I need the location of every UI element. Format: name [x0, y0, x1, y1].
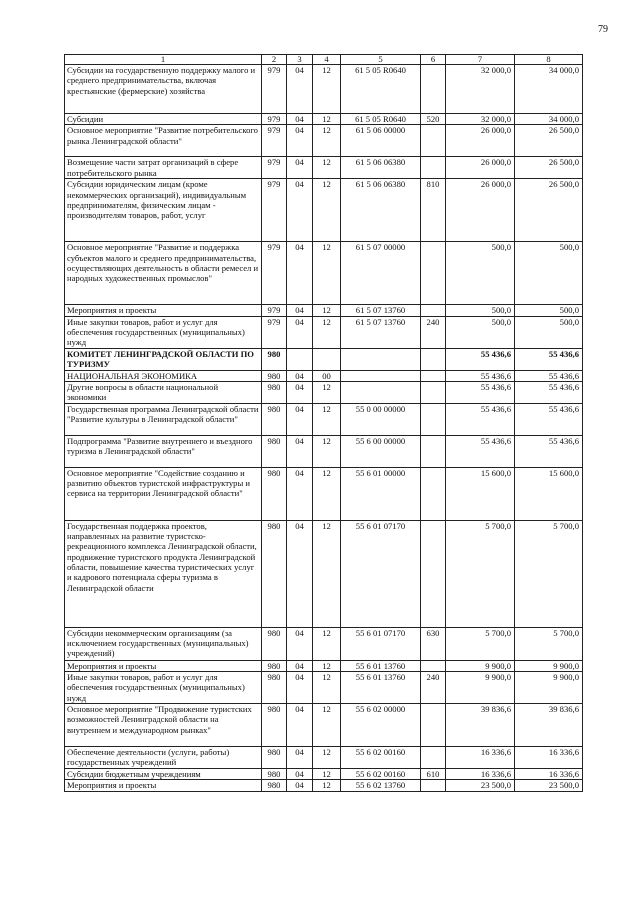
row-section-cell: 04 [287, 435, 313, 467]
row-expense-type-cell [421, 520, 446, 627]
row-subsection-cell: 12 [313, 125, 341, 157]
row-amount-year2-cell: 55 436,6 [515, 348, 583, 370]
row-name-cell: Субсидии [65, 114, 262, 125]
row-amount-year2-cell: 5 700,0 [515, 627, 583, 660]
row-amount-year2-cell: 34 000,0 [515, 65, 583, 114]
row-amount-year1-cell: 9 900,0 [446, 660, 515, 671]
row-amount-year1-cell: 5 700,0 [446, 520, 515, 627]
row-amount-year1-cell: 5 700,0 [446, 627, 515, 660]
table-row [65, 747, 583, 769]
row-subsection-cell: 12 [313, 747, 341, 769]
table-row [65, 435, 583, 467]
row-admin-code-cell: 979 [262, 125, 287, 157]
row-name-cell: Основное мероприятие "Содействие созданию и развитию объектов туристской инфраструктуры и сервиса на территории Ленинградской области" [65, 467, 262, 520]
row-subsection-cell: 12 [313, 403, 341, 435]
page-number: 79 [598, 24, 608, 35]
row-admin-code-cell: 979 [262, 242, 287, 305]
row-expense-type-cell [421, 704, 446, 747]
row-subsection-cell: 12 [313, 467, 341, 520]
row-admin-code-cell: 980 [262, 704, 287, 747]
row-admin-code-cell: 980 [262, 747, 287, 769]
row-admin-code-cell: 979 [262, 65, 287, 114]
row-name-cell: Мероприятия и проекты [65, 305, 262, 316]
row-name-cell: Иные закупки товаров, работ и услуг для обеспечения государственных (муниципальных) нужд [65, 316, 262, 348]
row-admin-code-cell: 980 [262, 435, 287, 467]
row-expense-type-cell [421, 65, 446, 114]
header-cell: 5 [341, 55, 421, 65]
row-amount-year2-cell: 55 436,6 [515, 403, 583, 435]
row-amount-year2-cell: 500,0 [515, 305, 583, 316]
table-row [65, 305, 583, 316]
row-section-cell: 04 [287, 467, 313, 520]
row-target-article-cell: 61 5 06 00000 [341, 125, 421, 157]
row-admin-code-cell: 980 [262, 348, 287, 370]
table-row [65, 179, 583, 242]
row-expense-type-cell [421, 747, 446, 769]
row-target-article-cell: 61 5 06 06380 [341, 157, 421, 179]
row-expense-type-cell [421, 381, 446, 403]
row-amount-year2-cell: 39 836,6 [515, 704, 583, 747]
row-section-cell: 04 [287, 242, 313, 305]
row-name-cell: Возмещение части затрат организаций в сфере потребительского рынка [65, 157, 262, 179]
row-amount-year1-cell: 16 336,6 [446, 747, 515, 769]
row-target-article-cell: 55 6 02 00160 [341, 769, 421, 780]
row-admin-code-cell: 979 [262, 179, 287, 242]
row-section-cell: 04 [287, 125, 313, 157]
row-name-cell: Субсидии юридическим лицам (кроме некоммерческих организаций), индивидуальным предпринимателям, физическим лицам - производителям товаров, работ, услуг [65, 179, 262, 242]
row-amount-year2-cell: 9 900,0 [515, 672, 583, 704]
row-amount-year2-cell: 26 500,0 [515, 157, 583, 179]
row-admin-code-cell: 980 [262, 780, 287, 791]
header-cell: 4 [313, 55, 341, 65]
row-amount-year2-cell: 23 500,0 [515, 780, 583, 791]
table-row [65, 348, 583, 370]
table-row [65, 780, 583, 791]
row-expense-type-cell: 610 [421, 769, 446, 780]
row-name-cell: Государственная поддержка проектов, направленных на развитие туристско-рекреационного комплекса Ленинградской области, продвижение туристского продукта Ленинградской области, повышение качества туристических услуг и кадрового потенциала сферы туризма в Ленинградской области [65, 520, 262, 627]
row-target-article-cell: 55 6 02 00160 [341, 747, 421, 769]
row-expense-type-cell: 520 [421, 114, 446, 125]
row-section-cell: 04 [287, 403, 313, 435]
table-row [65, 467, 583, 520]
row-amount-year2-cell: 9 900,0 [515, 660, 583, 671]
row-expense-type-cell: 240 [421, 672, 446, 704]
row-section-cell: 04 [287, 305, 313, 316]
row-name-cell: НАЦИОНАЛЬНАЯ ЭКОНОМИКА [65, 370, 262, 381]
row-target-article-cell: 55 6 02 00000 [341, 704, 421, 747]
row-amount-year1-cell: 500,0 [446, 242, 515, 305]
row-amount-year1-cell: 32 000,0 [446, 114, 515, 125]
table-row [65, 125, 583, 157]
header-cell: 7 [446, 55, 515, 65]
row-section-cell: 04 [287, 381, 313, 403]
row-subsection-cell: 12 [313, 704, 341, 747]
row-expense-type-cell: 810 [421, 179, 446, 242]
row-admin-code-cell: 980 [262, 467, 287, 520]
row-subsection-cell: 12 [313, 114, 341, 125]
row-section-cell: 04 [287, 316, 313, 348]
row-target-article-cell: 55 6 01 00000 [341, 467, 421, 520]
table-row [65, 627, 583, 660]
budget-table [64, 54, 583, 792]
row-amount-year2-cell: 55 436,6 [515, 381, 583, 403]
row-expense-type-cell [421, 305, 446, 316]
row-section-cell: 04 [287, 627, 313, 660]
row-admin-code-cell: 980 [262, 672, 287, 704]
row-expense-type-cell: 240 [421, 316, 446, 348]
row-name-cell: Подпрограмма "Развитие внутреннего и въездного туризма в Ленинградской области" [65, 435, 262, 467]
row-target-article-cell: 55 6 01 13760 [341, 660, 421, 671]
row-expense-type-cell [421, 660, 446, 671]
row-name-cell: Субсидии бюджетным учреждениям [65, 769, 262, 780]
table-row [65, 704, 583, 747]
row-target-article-cell: 61 5 05 R0640 [341, 65, 421, 114]
row-admin-code-cell: 980 [262, 520, 287, 627]
row-subsection-cell: 00 [313, 370, 341, 381]
row-expense-type-cell [421, 125, 446, 157]
row-amount-year1-cell: 500,0 [446, 305, 515, 316]
row-name-cell: КОМИТЕТ ЛЕНИНГРАДСКОЙ ОБЛАСТИ ПО ТУРИЗМУ [65, 348, 262, 370]
table-row [65, 242, 583, 305]
row-subsection-cell [313, 348, 341, 370]
row-amount-year2-cell: 55 436,6 [515, 370, 583, 381]
table-row [65, 660, 583, 671]
row-target-article-cell: 61 5 06 06380 [341, 179, 421, 242]
row-subsection-cell: 12 [313, 672, 341, 704]
row-subsection-cell: 12 [313, 627, 341, 660]
row-amount-year1-cell: 15 600,0 [446, 467, 515, 520]
row-admin-code-cell: 980 [262, 370, 287, 381]
table-header-row [65, 55, 583, 65]
row-target-article-cell: 61 5 05 R0640 [341, 114, 421, 125]
row-section-cell: 04 [287, 179, 313, 242]
row-amount-year1-cell: 55 436,6 [446, 370, 515, 381]
header-cell: 2 [262, 55, 287, 65]
row-section-cell: 04 [287, 520, 313, 627]
row-amount-year1-cell: 55 436,6 [446, 381, 515, 403]
table-row [65, 769, 583, 780]
row-name-cell: Мероприятия и проекты [65, 780, 262, 791]
row-subsection-cell: 12 [313, 780, 341, 791]
row-section-cell: 04 [287, 780, 313, 791]
row-amount-year1-cell: 55 436,6 [446, 435, 515, 467]
row-subsection-cell: 12 [313, 520, 341, 627]
table-row [65, 316, 583, 348]
row-name-cell: Субсидии на государственную поддержку малого и среднего предпринимательства, включая крестьянские (фермерские) хозяйства [65, 65, 262, 114]
row-amount-year1-cell: 26 000,0 [446, 179, 515, 242]
row-expense-type-cell [421, 348, 446, 370]
row-target-article-cell [341, 370, 421, 381]
row-subsection-cell: 12 [313, 65, 341, 114]
row-admin-code-cell: 979 [262, 114, 287, 125]
row-name-cell: Иные закупки товаров, работ и услуг для обеспечения государственных (муниципальных) нужд [65, 672, 262, 704]
row-name-cell: Основное мероприятие "Развитие и поддержка субъектов малого и среднего предпринимательства, осуществляющих деятельность в области ремесел и народных художественных промыслов" [65, 242, 262, 305]
row-amount-year1-cell: 26 000,0 [446, 125, 515, 157]
row-section-cell: 04 [287, 370, 313, 381]
row-target-article-cell: 55 6 01 07170 [341, 627, 421, 660]
table-row [65, 403, 583, 435]
row-expense-type-cell [421, 403, 446, 435]
row-amount-year2-cell: 34 000,0 [515, 114, 583, 125]
row-target-article-cell: 61 5 07 13760 [341, 316, 421, 348]
row-amount-year2-cell: 500,0 [515, 316, 583, 348]
row-admin-code-cell: 979 [262, 305, 287, 316]
row-amount-year2-cell: 500,0 [515, 242, 583, 305]
row-amount-year2-cell: 16 336,6 [515, 747, 583, 769]
row-target-article-cell: 61 5 07 13760 [341, 305, 421, 316]
row-expense-type-cell [421, 157, 446, 179]
row-amount-year1-cell: 26 000,0 [446, 157, 515, 179]
row-section-cell: 04 [287, 65, 313, 114]
row-expense-type-cell [421, 435, 446, 467]
row-amount-year1-cell: 9 900,0 [446, 672, 515, 704]
table-row [65, 65, 583, 114]
table-row [65, 157, 583, 179]
row-expense-type-cell [421, 467, 446, 520]
row-target-article-cell: 55 6 01 07170 [341, 520, 421, 627]
row-admin-code-cell: 980 [262, 660, 287, 671]
table-row [65, 520, 583, 627]
row-target-article-cell: 61 5 07 00000 [341, 242, 421, 305]
row-name-cell: Субсидии некоммерческим организациям (за исключением государственных (муниципальных) учреждений) [65, 627, 262, 660]
row-subsection-cell: 12 [313, 305, 341, 316]
row-amount-year2-cell: 55 436,6 [515, 435, 583, 467]
row-section-cell: 04 [287, 704, 313, 747]
row-subsection-cell: 12 [313, 179, 341, 242]
row-section-cell: 04 [287, 157, 313, 179]
row-subsection-cell: 12 [313, 157, 341, 179]
row-name-cell: Основное мероприятие "Развитие потребительского рынка Ленинградской области" [65, 125, 262, 157]
row-target-article-cell: 55 6 01 13760 [341, 672, 421, 704]
row-amount-year2-cell: 26 500,0 [515, 179, 583, 242]
row-name-cell: Другие вопросы в области национальной экономики [65, 381, 262, 403]
row-name-cell: Основное мероприятие "Продвижение туристских возможностей Ленинградской области на внутреннем и международном рынках" [65, 704, 262, 747]
row-subsection-cell: 12 [313, 660, 341, 671]
row-amount-year2-cell: 26 500,0 [515, 125, 583, 157]
row-name-cell: Мероприятия и проекты [65, 660, 262, 671]
row-name-cell: Государственная программа Ленинградской области "Развитие культуры в Ленинградской области" [65, 403, 262, 435]
row-admin-code-cell: 980 [262, 381, 287, 403]
row-target-article-cell: 55 6 02 13760 [341, 780, 421, 791]
row-section-cell: 04 [287, 747, 313, 769]
row-section-cell: 04 [287, 114, 313, 125]
row-amount-year1-cell: 23 500,0 [446, 780, 515, 791]
row-section-cell: 04 [287, 672, 313, 704]
row-amount-year2-cell: 16 336,6 [515, 769, 583, 780]
row-admin-code-cell: 979 [262, 316, 287, 348]
row-admin-code-cell: 980 [262, 403, 287, 435]
row-name-cell: Обеспечение деятельности (услуги, работы) государственных учреждений [65, 747, 262, 769]
row-amount-year1-cell: 32 000,0 [446, 65, 515, 114]
row-section-cell [287, 348, 313, 370]
row-amount-year1-cell: 16 336,6 [446, 769, 515, 780]
row-admin-code-cell: 979 [262, 157, 287, 179]
row-subsection-cell: 12 [313, 316, 341, 348]
row-amount-year1-cell: 39 836,6 [446, 704, 515, 747]
row-section-cell: 04 [287, 769, 313, 780]
row-admin-code-cell: 980 [262, 627, 287, 660]
table-row [65, 381, 583, 403]
header-cell: 8 [515, 55, 583, 65]
row-subsection-cell: 12 [313, 242, 341, 305]
table-row [65, 370, 583, 381]
row-amount-year1-cell: 500,0 [446, 316, 515, 348]
row-amount-year1-cell: 55 436,6 [446, 403, 515, 435]
row-amount-year2-cell: 5 700,0 [515, 520, 583, 627]
row-admin-code-cell: 980 [262, 769, 287, 780]
row-expense-type-cell [421, 780, 446, 791]
header-cell: 3 [287, 55, 313, 65]
row-subsection-cell: 12 [313, 381, 341, 403]
row-amount-year1-cell: 55 436,6 [446, 348, 515, 370]
row-subsection-cell: 12 [313, 435, 341, 467]
row-amount-year2-cell: 15 600,0 [515, 467, 583, 520]
table-row [65, 672, 583, 704]
row-section-cell: 04 [287, 660, 313, 671]
row-expense-type-cell: 630 [421, 627, 446, 660]
row-target-article-cell: 55 6 00 00000 [341, 435, 421, 467]
row-subsection-cell: 12 [313, 769, 341, 780]
table-row [65, 114, 583, 125]
row-expense-type-cell [421, 242, 446, 305]
header-cell: 1 [65, 55, 262, 65]
row-target-article-cell [341, 381, 421, 403]
row-target-article-cell: 55 0 00 00000 [341, 403, 421, 435]
row-target-article-cell [341, 348, 421, 370]
header-cell: 6 [421, 55, 446, 65]
row-expense-type-cell [421, 370, 446, 381]
